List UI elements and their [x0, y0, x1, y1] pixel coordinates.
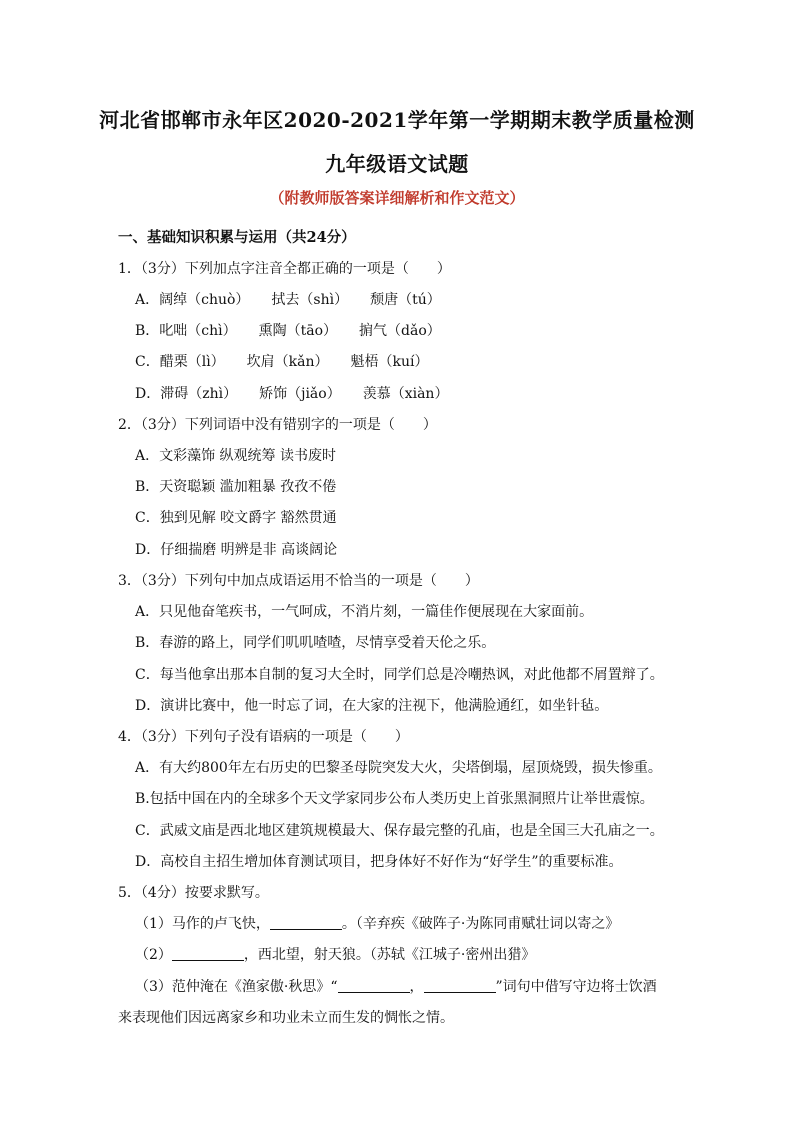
answer-blank [172, 946, 244, 961]
question-3-stem: 3．（3分）下列句中加点成语运用不恰当的一项是（ ） [118, 573, 479, 589]
question-5-item-3-continued: 来表现他们因远离家乡和功业未立而生发的惆怅之情。 [118, 1010, 454, 1026]
answer-blank [338, 978, 410, 993]
section-heading: 一、基础知识积累与运用（共24分） [118, 229, 356, 246]
question-4-option-d: D．高校自主招生增加体育测试项目，把身体好不好作为“好学生”的重要标准。 [135, 854, 623, 870]
question-5-item-1: （1）马作的卢飞快， 。（辛弃疾《破阵子·为陈同甫赋壮词以寄之》 [135, 916, 620, 932]
question-3-option-d: D．演讲比赛中，他一时忘了词，在大家的注视下，他满脸通红，如坐针毡。 [135, 698, 609, 714]
question-1-option-b: B．叱咄（chì） 熏陶（tāo） 掮气（dǎo） [135, 323, 441, 339]
document-subject-title: 九年级语文试题 [325, 152, 469, 176]
question-4-stem: 4．（3分）下列句子没有语病的一项是（ ） [118, 729, 409, 745]
question-5-item-3: （3）范仲淹在《渔家傲·秋思》“ ， ”词句中借写守边将士饮酒 [135, 979, 657, 995]
question-2-option-b: B．天资聪颖 滥加粗暴 孜孜不倦 [135, 479, 337, 495]
question-5-item-2: （2） ，西北望，射天狼。（苏轼《江城子·密州出猎》 [135, 947, 536, 963]
question-2-option-d: D．仔细揣磨 明辨是非 高谈阔论 [135, 542, 338, 558]
question-4-option-a: A．有大约800年左右历史的巴黎圣母院突发大火，尖塔倒塌，屋顶烧毁，损失惨重。 [135, 760, 662, 776]
question-2-stem: 2．（3分）下列词语中没有错别字的一项是（ ） [118, 417, 437, 433]
document-title: 河北省邯郸市永年区2020-2021学年第一学期期末教学质量检测 [99, 108, 695, 132]
question-3-option-a: A．只见他奋笔疾书，一气呵成，不消片刻，一篇佳作便展现在大家面前。 [135, 604, 594, 620]
question-3-option-c: C．每当他拿出那本自制的复习大全时，同学们总是冷嘲热讽，对此他都不屑置辩了。 [135, 667, 664, 683]
question-3-option-b: B．春游的路上，同学们叽叽喳喳，尽情享受着天伦之乐。 [135, 635, 496, 651]
question-2-option-c: C．独到见解 咬文爵字 豁然贯通 [135, 510, 337, 526]
question-1-option-d: D．滞碍（zhì） 矫饰（jiǎo） 羡慕（xiàn） [135, 386, 449, 402]
question-1-option-c: C．醋栗（lì） 坎肩（kǎn） 魁梧（kuí） [135, 354, 429, 370]
answer-blank [270, 915, 342, 930]
question-4-option-b: B.包括中国在内的全球多个天文学家同步公布人类历史上首张黑洞照片让举世震惊。 [135, 791, 654, 807]
answer-key-note: （附教师版答案详细解析和作文范文） [269, 189, 525, 207]
question-5-stem: 5．（4分）按要求默写。 [118, 885, 269, 901]
question-4-option-c: C．武威文庙是西北地区建筑规模最大、保存最完整的孔庙，也是全国三大孔庙之一。 [135, 823, 664, 839]
answer-blank [424, 978, 496, 993]
question-1-option-a: A．阔绰（chuò） 拭去（shì） 颓唐（tú） [135, 292, 441, 308]
question-1-stem: 1．（3分）下列加点字注音全都正确的一项是（ ） [118, 261, 451, 277]
question-2-option-a: A．文彩藻饰 纵观统筹 读书废时 [135, 448, 337, 464]
